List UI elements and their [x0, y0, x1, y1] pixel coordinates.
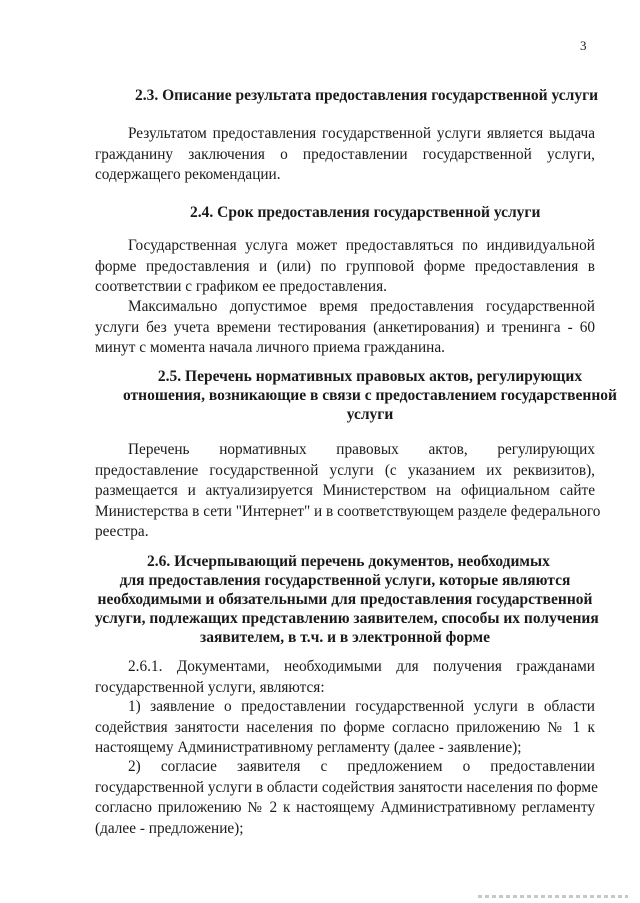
heading-line: заявителем, в т.ч. и в электронной форме: [200, 629, 490, 646]
section-2-3-heading: 2.3. Описание результата предоставления государственной услуги: [135, 87, 599, 104]
text-line: Министерства в сети "Интернет" и в соответствующем разделе федерального: [95, 502, 601, 520]
section-2-4-paragraph-2: [95, 297, 595, 359]
text-line: гражданину заключения о предоставлении государственной услуги,: [95, 145, 595, 163]
text-line: содержащего рекомендации.: [95, 166, 281, 183]
text-line: услуги без учета времени тестирования (анкетирования) и тренинга - 60: [95, 318, 595, 336]
list-item-2: [95, 757, 598, 839]
text-line: реестра.: [95, 523, 149, 540]
scan-artifact: [478, 895, 628, 898]
section-2-4-heading: 2.4. Срок предоставления государственной услуги: [190, 204, 541, 221]
text-line: Максимально допустимое время предоставления государственной: [128, 298, 595, 315]
section-2-4-paragraph-1: [95, 236, 595, 298]
heading-line: необходимыми и обязательными для предоставления государственной: [97, 591, 593, 608]
section-2-5-heading: [95, 367, 640, 424]
text-line: содействия занятости населения по форме согласно приложению № 1 к: [95, 718, 595, 736]
text-line: 2) согласие заявителя с предложением о предоставлении: [128, 758, 595, 775]
heading-line: для предоставления государственной услуги, которые являются: [119, 572, 571, 589]
heading-line: 2.5. Перечень нормативных правовых актов, регулирующих: [157, 368, 583, 385]
heading-line: 2.6. Исчерпывающий перечень документов, необходимых: [147, 553, 550, 570]
text-line: настоящему Административному регламенту (далее - заявление);: [95, 739, 522, 756]
text-line: форме предоставления и (или) по групповой форме предоставления в: [95, 257, 595, 275]
text-line: Государственная услуга может предоставляться по индивидуальной: [128, 237, 595, 254]
heading-line: услуги: [346, 406, 394, 423]
text-line: минут с момента начала личного приема гражданина.: [95, 339, 445, 356]
list-item-1: [95, 697, 595, 759]
text-line: согласно приложению № 2 к настоящему Административному регламенту: [95, 799, 595, 816]
section-2-6-heading: [95, 552, 599, 647]
text-line: размещается и актуализируется Министерством на официальном сайте: [95, 482, 595, 499]
section-2-6-1-intro: [95, 657, 595, 698]
page-number: 3: [580, 38, 587, 53]
text-line: соответствии с графиком ее предоставления.: [95, 278, 387, 295]
text-line: государственной услуги, являются:: [95, 678, 325, 696]
text-line: 2.6.1. Документами, необходимыми для получения гражданами: [128, 658, 595, 675]
text-line: Перечень нормативных правовых актов, регулирующих: [128, 441, 595, 458]
text-line: 1) заявление о предоставлении государственной услуги в области: [128, 698, 595, 715]
heading-line: отношения, возникающие в связи с предоставлением государственной: [123, 387, 617, 404]
heading-line: услуги, подлежащих представлению заявителем, способы их получения: [95, 610, 599, 627]
text-line: (далее - предложение);: [95, 819, 244, 837]
text-line: Результатом предоставления государственной услуги является выдача: [128, 125, 595, 142]
section-2-3-paragraph: [95, 124, 595, 186]
section-2-5-paragraph: [95, 440, 601, 543]
text-line: предоставление государственной услуги (с указанием их реквизитов),: [95, 461, 595, 479]
text-line: государственной услуги в области содействия занятости населения по форме: [95, 778, 598, 796]
